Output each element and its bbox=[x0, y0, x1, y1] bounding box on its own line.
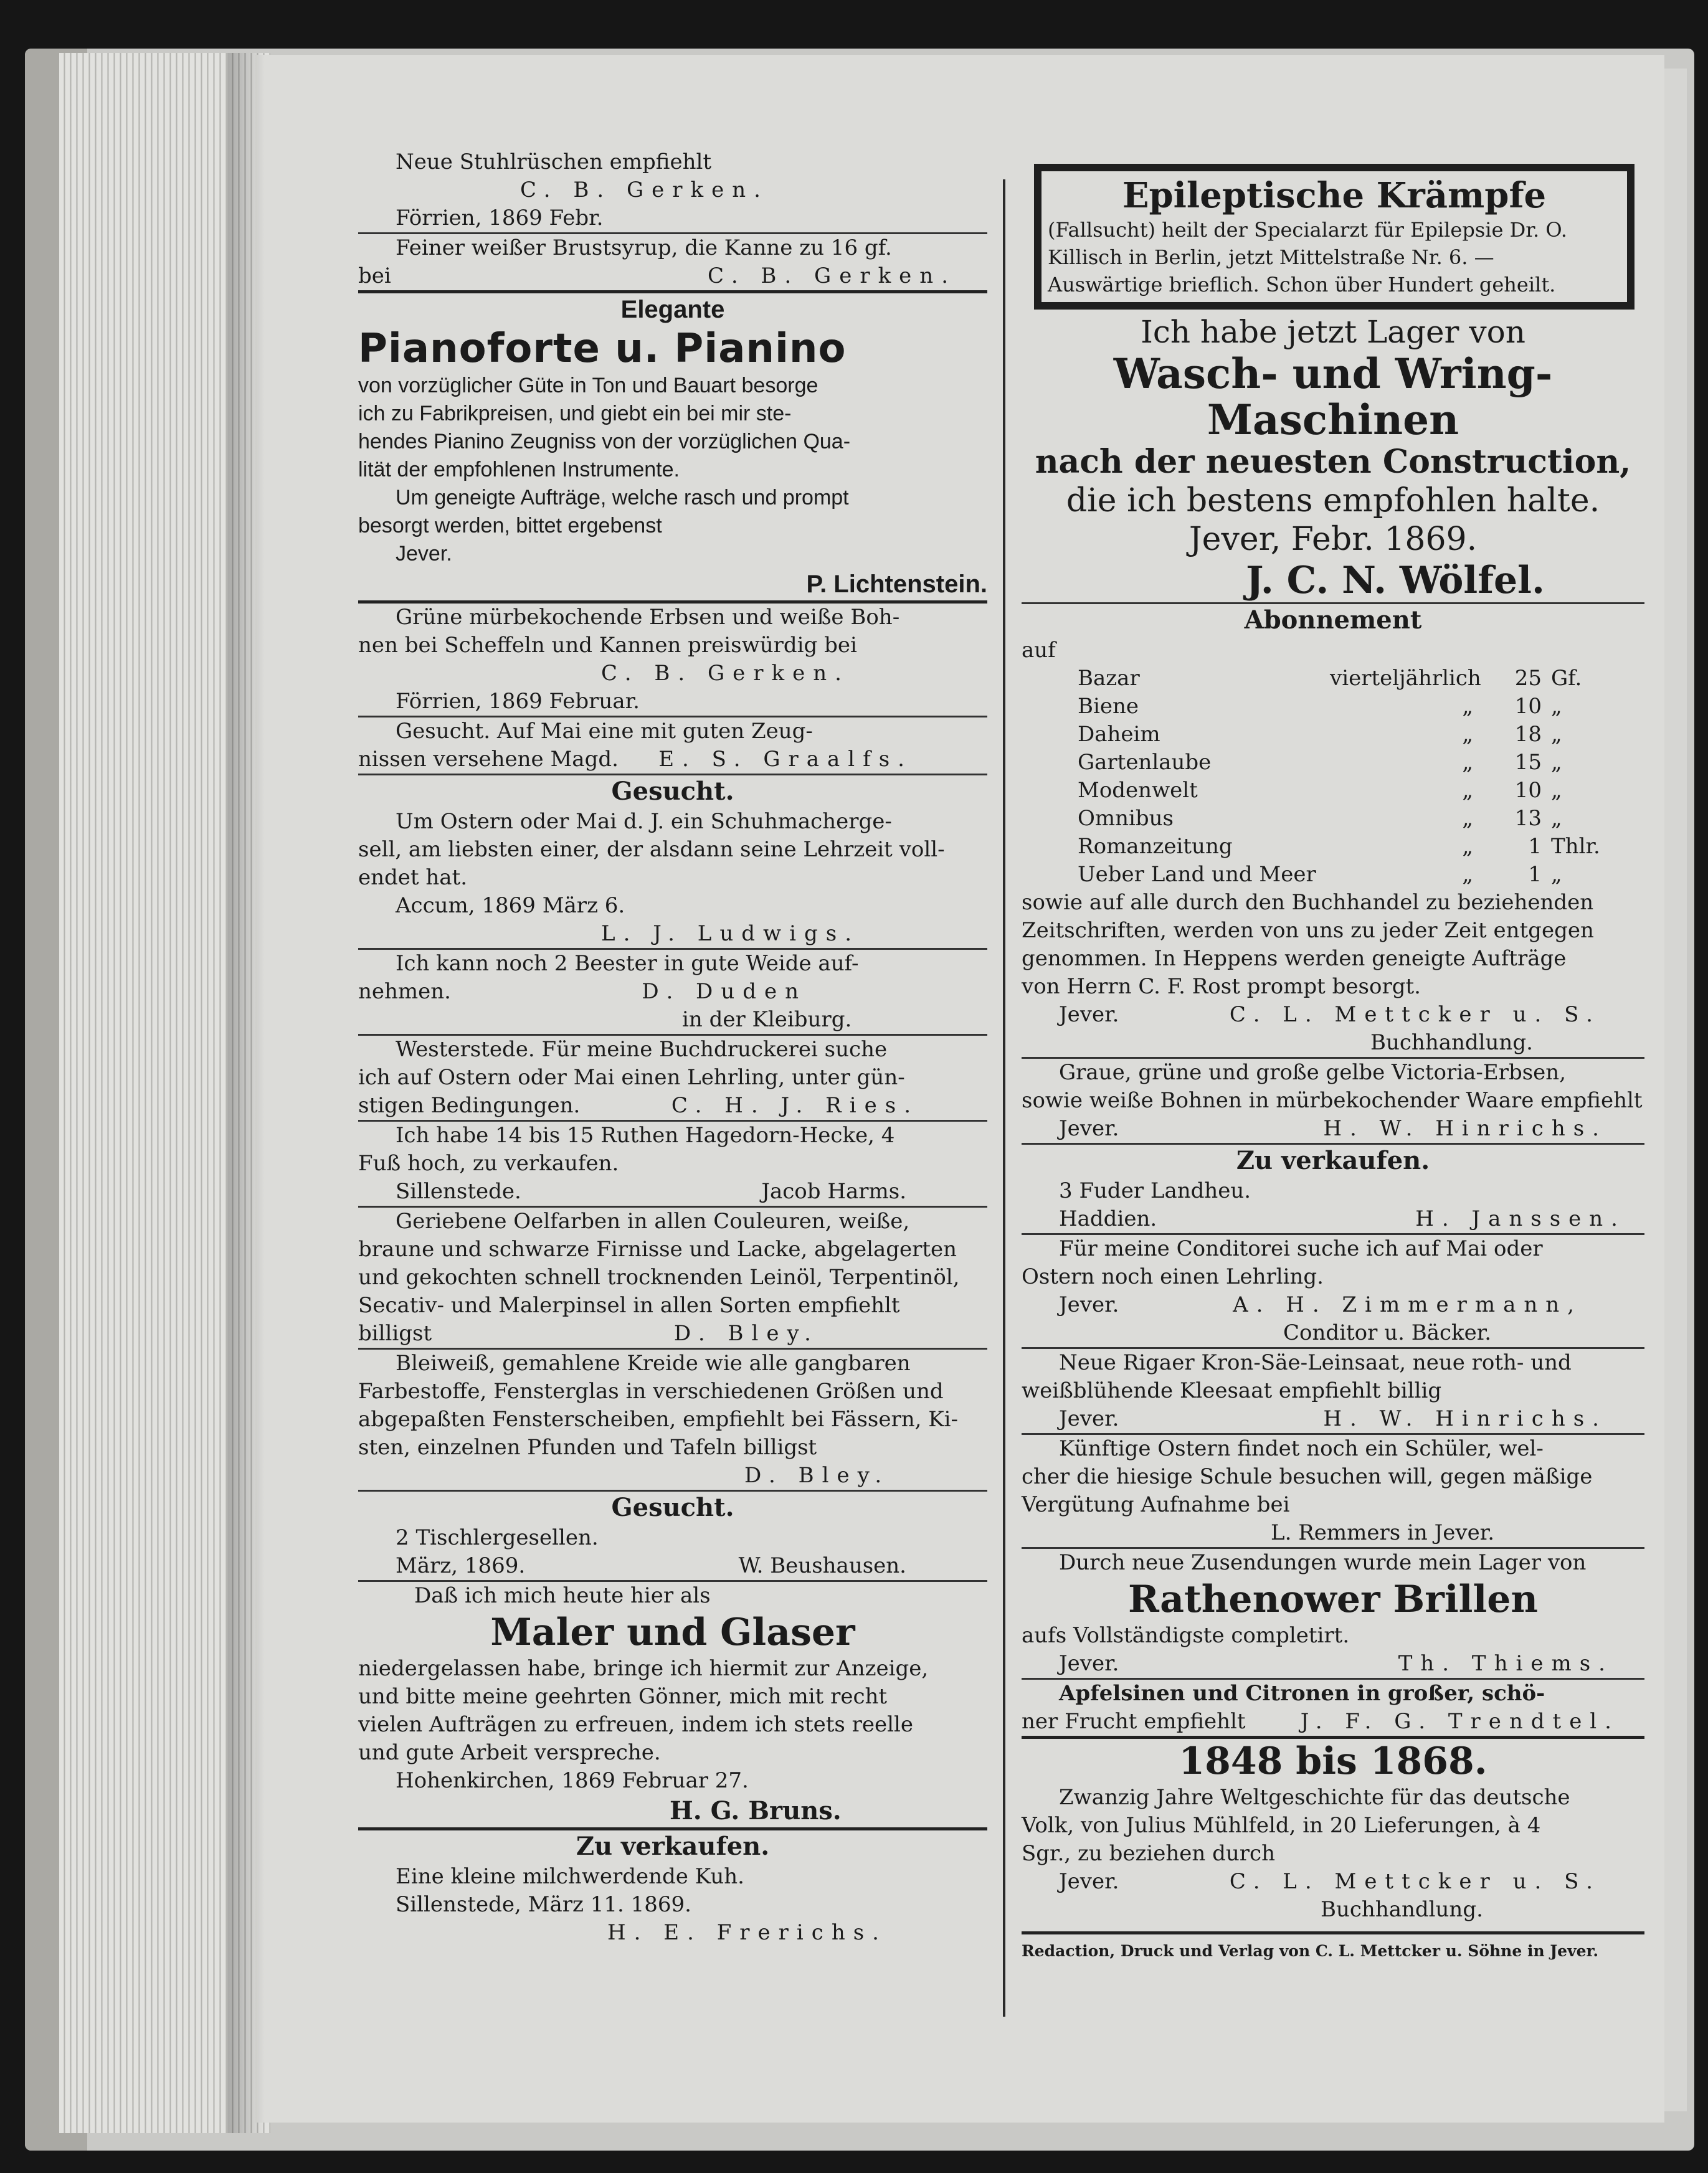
ad-text: Killisch in Berlin, jetzt Mittelstraße Nr. 6. — bbox=[1048, 245, 1494, 269]
ad-zimmermann-lehrling bbox=[1022, 1233, 1644, 1347]
ad-text: Eine kleine milchwerdende Kuh. bbox=[396, 1864, 744, 1889]
ad-signature: H. W. Hinrichs. bbox=[1323, 1406, 1607, 1431]
ad-text: Accum, 1869 März 6. bbox=[396, 893, 625, 918]
ad-text: März, 1869. bbox=[396, 1553, 526, 1578]
ad-signature: C. L. Mettcker u. S. bbox=[1229, 1869, 1601, 1894]
ad-text: Jever. bbox=[1059, 1406, 1119, 1431]
abo-unit: Gf. bbox=[1551, 666, 1582, 691]
ad-text: Apfelsinen und Citronen in großer, schö- bbox=[1059, 1681, 1545, 1706]
ad-text: 2 Tischlergesellen. bbox=[396, 1525, 599, 1550]
ad-text: Um Ostern oder Mai d. J. ein Schuhmacherge- bbox=[396, 809, 892, 834]
ad-text: Secativ- und Malerpinsel in allen Sorten empfiehlt bbox=[358, 1293, 900, 1318]
ad-text: sell, am liebsten einer, der alsdann seine Lehrzeit voll- bbox=[358, 837, 945, 862]
gutter-shadow bbox=[227, 53, 265, 2133]
ad-text: Ich habe jetzt Lager von bbox=[1141, 314, 1525, 350]
abo-price: 10 bbox=[1514, 694, 1542, 719]
ad-text: abgepaßten Fensterscheiben, empfiehlt bei Fässern, Ki- bbox=[358, 1407, 959, 1432]
ad-text: nehmen. bbox=[358, 979, 451, 1004]
abo-title: Daheim bbox=[1078, 722, 1160, 747]
column-divider bbox=[1003, 179, 1005, 2017]
ad-text: nen bei Scheffeln und Kannen preiswürdig bei bbox=[358, 633, 857, 658]
abo-row bbox=[1022, 777, 1644, 805]
newspaper-page bbox=[255, 55, 1664, 2123]
ad-text: und gute Arbeit verspreche. bbox=[358, 1740, 661, 1765]
ad-text: lität der empfohlenen Instrumente. bbox=[358, 458, 680, 481]
abo-unit: „ bbox=[1551, 750, 1562, 775]
ad-signature: H. Janssen. bbox=[1415, 1206, 1626, 1231]
ad-signature: J. F. G. Trendtel. bbox=[1300, 1709, 1620, 1734]
ad-text: Durch neue Zusendungen wurde mein Lager von bbox=[1059, 1550, 1587, 1575]
ad-headline: Rathenower Brillen bbox=[1127, 1578, 1539, 1621]
abo-title: Biene bbox=[1078, 694, 1139, 719]
ad-text: Förrien, 1869 Febr. bbox=[396, 206, 604, 230]
ad-thiems-brillen bbox=[1022, 1547, 1644, 1678]
ad-text: braune und schwarze Firnisse und Lacke, abgelagerten bbox=[358, 1237, 957, 1262]
ad-signature: D. Bley. bbox=[744, 1463, 890, 1488]
abo-unit: „ bbox=[1551, 694, 1562, 719]
ad-signature: C. B. Gerken. bbox=[520, 178, 769, 202]
ad-beushausen-gesucht bbox=[358, 1490, 987, 1580]
ad-text: nach der neuesten Construction, bbox=[1035, 443, 1631, 481]
ad-text: stigen Bedingungen. bbox=[358, 1093, 581, 1118]
ad-woelfel-maschinen bbox=[1022, 313, 1644, 602]
ad-heading: Abonnement bbox=[1244, 605, 1422, 635]
ad-text: Neue Stuhlrüschen empfiehlt bbox=[396, 149, 712, 174]
abo-row bbox=[1022, 665, 1644, 693]
ad-text: Daß ich mich heute hier als bbox=[414, 1583, 711, 1608]
abo-row bbox=[1022, 805, 1644, 833]
ad-signature: J. C. N. Wölfel. bbox=[1246, 559, 1545, 602]
ad-text: Zeitschriften, werden von uns zu jeder Zeit entgegen bbox=[1022, 918, 1594, 943]
abo-period: „ bbox=[1462, 862, 1473, 887]
ad-text: Haddien. bbox=[1059, 1206, 1157, 1231]
ad-signature: C. H. J. Ries. bbox=[671, 1093, 919, 1118]
ad-text: Hohenkirchen, 1869 Februar 27. bbox=[396, 1768, 749, 1793]
abo-period: „ bbox=[1462, 694, 1473, 719]
ad-text: Künftige Ostern findet noch ein Schüler, wel- bbox=[1059, 1436, 1544, 1461]
ad-text: Jever. bbox=[1059, 1116, 1119, 1141]
ad-graalfs-magd bbox=[358, 716, 987, 774]
ad-signature: A. H. Zimmermann, bbox=[1233, 1292, 1582, 1317]
ad-weltgeschichte bbox=[1022, 1736, 1644, 1924]
ad-text: Buchhandlung. bbox=[1370, 1030, 1533, 1055]
abo-row bbox=[1022, 721, 1644, 749]
abo-price: 1 bbox=[1528, 862, 1542, 887]
abo-title: Bazar bbox=[1078, 666, 1140, 691]
ad-text: in der Kleiburg. bbox=[682, 1007, 852, 1032]
abo-unit: „ bbox=[1551, 778, 1562, 803]
imprint-footer: Redaction, Druck und Verlag von C. L. Mettcker u. Söhne in Jever. bbox=[1022, 1942, 1599, 1960]
ad-text: Für meine Conditorei suche ich auf Mai oder bbox=[1059, 1236, 1543, 1261]
abo-row bbox=[1022, 693, 1644, 721]
ad-text: Geriebene Oelfarben in allen Couleuren, weiße, bbox=[396, 1209, 910, 1234]
ad-text: nissen versehene Magd. bbox=[358, 747, 619, 772]
ad-text: auf bbox=[1022, 638, 1056, 663]
ad-text: 3 Fuder Landheu. bbox=[1059, 1178, 1251, 1203]
abo-row bbox=[1022, 861, 1644, 889]
ad-harms-hecke bbox=[358, 1120, 987, 1206]
ad-text: Ostern noch einen Lehrling. bbox=[1022, 1264, 1324, 1289]
ad-text: und gekochten schnell trocknenden Leinöl, Terpentinöl, bbox=[358, 1265, 960, 1290]
abo-period: „ bbox=[1462, 722, 1473, 747]
ad-text: Grüne mürbekochende Erbsen und weiße Boh- bbox=[396, 605, 900, 630]
ad-text: Neue Rigaer Kron-Säe-Leinsaat, neue roth- und bbox=[1059, 1350, 1572, 1375]
abo-period: vierteljährlich bbox=[1330, 666, 1481, 691]
ad-heading: Elegante bbox=[620, 296, 725, 323]
ad-text: aufs Vollständigste completirt. bbox=[1022, 1623, 1350, 1648]
ad-text: Ich habe 14 bis 15 Ruthen Hagedorn-Hecke, 4 bbox=[396, 1123, 895, 1148]
ad-heading: Zu verkaufen. bbox=[1236, 1146, 1430, 1175]
abo-unit: „ bbox=[1551, 806, 1562, 831]
ad-text: Jever. bbox=[1059, 1869, 1119, 1894]
abo-period: „ bbox=[1462, 778, 1473, 803]
ad-ries-lehrling bbox=[358, 1034, 987, 1120]
abo-unit: Thlr. bbox=[1551, 834, 1600, 859]
ad-text: (Fallsucht) heilt der Specialarzt für Epilepsie Dr. O. bbox=[1048, 218, 1567, 242]
ad-signature: H. G. Bruns. bbox=[670, 1796, 842, 1825]
ad-text: die ich bestens empfohlen halte. bbox=[1066, 482, 1600, 519]
abo-title: Ueber Land und Meer bbox=[1078, 862, 1316, 887]
ad-janssen-landheu bbox=[1022, 1143, 1644, 1233]
abo-price: 13 bbox=[1514, 806, 1542, 831]
ad-headline: Pianoforte u. Pianino bbox=[358, 326, 847, 372]
abo-period: „ bbox=[1462, 806, 1473, 831]
ad-text: ich zu Fabrikpreisen, und giebt ein bei mir ste- bbox=[358, 402, 792, 425]
ad-signature: L. Remmers in Jever. bbox=[1271, 1520, 1495, 1545]
abo-title: Gartenlaube bbox=[1078, 750, 1212, 775]
ad-text: sowie auf alle durch den Buchhandel zu beziehenden bbox=[1022, 890, 1594, 915]
ad-text: Ich kann noch 2 Beester in gute Weide auf- bbox=[396, 951, 859, 976]
ad-signature: Jacob Harms. bbox=[761, 1179, 906, 1204]
ad-signature: H. E. Frerichs. bbox=[607, 1920, 887, 1945]
ad-signature: L. J. Ludwigs. bbox=[601, 921, 860, 946]
ad-ludwigs-gesucht bbox=[358, 774, 987, 948]
ad-signature: P. Lichtenstein. bbox=[806, 570, 987, 598]
ad-text: Zwanzig Jahre Weltgeschichte für das deutsche bbox=[1059, 1785, 1570, 1810]
ad-text: Vergütung Aufnahme bei bbox=[1022, 1492, 1290, 1517]
ad-hinrichs-leinsaat bbox=[1022, 1347, 1644, 1433]
ad-signature: H. W. Hinrichs. bbox=[1323, 1116, 1607, 1141]
ad-gerken-erbsen bbox=[358, 600, 987, 716]
left-column bbox=[358, 148, 987, 1947]
ad-text: endet hat. bbox=[358, 865, 468, 890]
ad-remmers-schueler bbox=[1022, 1433, 1644, 1547]
ad-text: weißblühende Kleesaat empfiehlt billig bbox=[1022, 1378, 1442, 1403]
abo-price: 18 bbox=[1514, 722, 1542, 747]
ad-headline: 1848 bis 1868. bbox=[1179, 1740, 1487, 1783]
abo-price: 10 bbox=[1514, 778, 1542, 803]
ad-text: Förrien, 1869 Februar. bbox=[396, 689, 640, 714]
ad-gerken-stuhlrueschen bbox=[358, 148, 987, 232]
ad-text: Buchhandlung. bbox=[1321, 1897, 1483, 1922]
abo-unit: „ bbox=[1551, 722, 1562, 747]
ad-frerichs-kuh bbox=[358, 1827, 987, 1947]
ad-trendtel-apfelsinen bbox=[1022, 1678, 1644, 1736]
ad-headline: Epileptische Krämpfe bbox=[1122, 175, 1547, 216]
abo-unit: „ bbox=[1551, 862, 1562, 887]
ad-signature: C. B. Gerken. bbox=[601, 661, 850, 686]
ad-gerken-brustsyrup bbox=[358, 232, 987, 290]
ad-text: Fuß hoch, zu verkaufen. bbox=[358, 1151, 619, 1176]
abo-period: „ bbox=[1462, 834, 1473, 859]
abo-title: Omnibus bbox=[1078, 806, 1174, 831]
ad-text: ner Frucht empfiehlt bbox=[1022, 1709, 1246, 1734]
next-page-edge bbox=[1662, 69, 1687, 2111]
ad-duden-weide bbox=[358, 948, 987, 1034]
ad-text: Feiner weißer Brustsyrup, die Kanne zu 16 gf. bbox=[396, 235, 892, 260]
ad-text: sten, einzelnen Pfunden und Tafeln billigst bbox=[358, 1435, 817, 1460]
ad-text: hendes Pianino Zeugniss von der vorzüglichen Qua- bbox=[358, 430, 851, 453]
ad-heading: Gesucht. bbox=[611, 777, 734, 806]
ad-hinrichs-erbsen bbox=[1022, 1057, 1644, 1143]
ad-signature: E. S. Graalfs. bbox=[658, 747, 913, 772]
abo-price: 25 bbox=[1514, 666, 1542, 691]
ad-text: besorgt werden, bittet ergebenst bbox=[358, 514, 662, 537]
ad-text: von Herrn C. F. Rost prompt besorgt. bbox=[1022, 974, 1421, 999]
ad-text: genommen. In Heppens werden geneigte Aufträge bbox=[1022, 946, 1567, 971]
ad-abonnement bbox=[1022, 602, 1644, 1057]
ad-text: vielen Aufträgen zu erfreuen, indem ich stets reelle bbox=[358, 1712, 914, 1737]
ad-signature: D. Duden bbox=[642, 979, 807, 1004]
ad-headline: Maler und Glaser bbox=[490, 1611, 855, 1654]
ad-epilepsie-box bbox=[1034, 164, 1634, 310]
ad-text: Farbestoffe, Fensterglas in verschiedenen Größen und bbox=[358, 1379, 944, 1404]
right-column bbox=[1022, 164, 1644, 1962]
abo-row bbox=[1022, 749, 1644, 777]
ad-text: Sillenstede. bbox=[396, 1179, 521, 1204]
ad-text: Graue, grüne und große gelbe Victoria-Erbsen, bbox=[1059, 1060, 1567, 1085]
ad-text: ich auf Ostern oder Mai einen Lehrling, unter gün- bbox=[358, 1065, 905, 1090]
ad-bruns-maler bbox=[358, 1580, 987, 1827]
ad-text: Westerstede. Für meine Buchdruckerei suche bbox=[396, 1037, 888, 1062]
ad-text: Jever. bbox=[1059, 1292, 1119, 1317]
ad-text: Auswärtige brieflich. Schon über Hundert geheilt. bbox=[1048, 273, 1556, 296]
ad-text: bei bbox=[358, 263, 391, 288]
ad-text: Jever. bbox=[1059, 1002, 1119, 1027]
ad-text: sowie weiße Bohnen in mürbekochender Waare empfiehlt bbox=[1022, 1088, 1643, 1113]
abo-price: 15 bbox=[1514, 750, 1542, 775]
abo-title: Modenwelt bbox=[1078, 778, 1198, 803]
ad-bley-bleiweiss bbox=[358, 1348, 987, 1490]
ad-text: Bleiweiß, gemahlene Kreide wie alle gangbaren bbox=[396, 1351, 911, 1376]
ad-text: Volk, von Julius Mühlfeld, in 20 Lieferungen, à 4 bbox=[1022, 1813, 1541, 1838]
ad-headline: Maschinen bbox=[1207, 395, 1459, 444]
ad-text: Jever, Febr. 1869. bbox=[1188, 521, 1478, 558]
ad-signature: W. Beushausen. bbox=[738, 1553, 906, 1578]
ad-bley-oelfarben bbox=[358, 1206, 987, 1348]
ad-signature: D. Bley. bbox=[673, 1321, 819, 1346]
abo-price: 1 bbox=[1528, 834, 1542, 859]
ad-signature: C. L. Mettcker u. S. bbox=[1229, 1002, 1601, 1027]
ad-signature: C. B. Gerken. bbox=[708, 263, 956, 288]
ad-text: Jever. bbox=[1059, 1651, 1119, 1676]
abo-row bbox=[1022, 833, 1644, 861]
abo-period: „ bbox=[1462, 750, 1473, 775]
ad-text: von vorzüglicher Güte in Ton und Bauart besorge bbox=[358, 374, 818, 397]
ad-signature: Th. Thiems. bbox=[1398, 1651, 1613, 1676]
ad-headline: Wasch- und Wring- bbox=[1113, 349, 1553, 398]
ad-text: Um geneigte Aufträge, welche rasch und prompt bbox=[396, 486, 849, 509]
ad-text: und bitte meine geehrten Gönner, mich mit recht bbox=[358, 1684, 888, 1709]
ad-text: billigst bbox=[358, 1321, 432, 1346]
ad-text: Sgr., zu beziehen durch bbox=[1022, 1841, 1275, 1866]
abo-title: Romanzeitung bbox=[1078, 834, 1233, 859]
ad-text: cher die hiesige Schule besuchen will, gegen mäßige bbox=[1022, 1464, 1593, 1489]
ad-text: Sillenstede, März 11. 1869. bbox=[396, 1892, 691, 1917]
ad-text: niedergelassen habe, bringe ich hiermit zur Anzeige, bbox=[358, 1656, 929, 1681]
ad-pianoforte bbox=[358, 290, 987, 600]
ad-text: Conditor u. Bäcker. bbox=[1283, 1320, 1492, 1345]
ad-text: Jever. bbox=[396, 542, 452, 566]
ad-text: Gesucht. Auf Mai eine mit guten Zeug- bbox=[396, 719, 813, 744]
ad-heading: Gesucht. bbox=[611, 1493, 734, 1522]
ad-heading: Zu verkaufen. bbox=[576, 1832, 770, 1861]
